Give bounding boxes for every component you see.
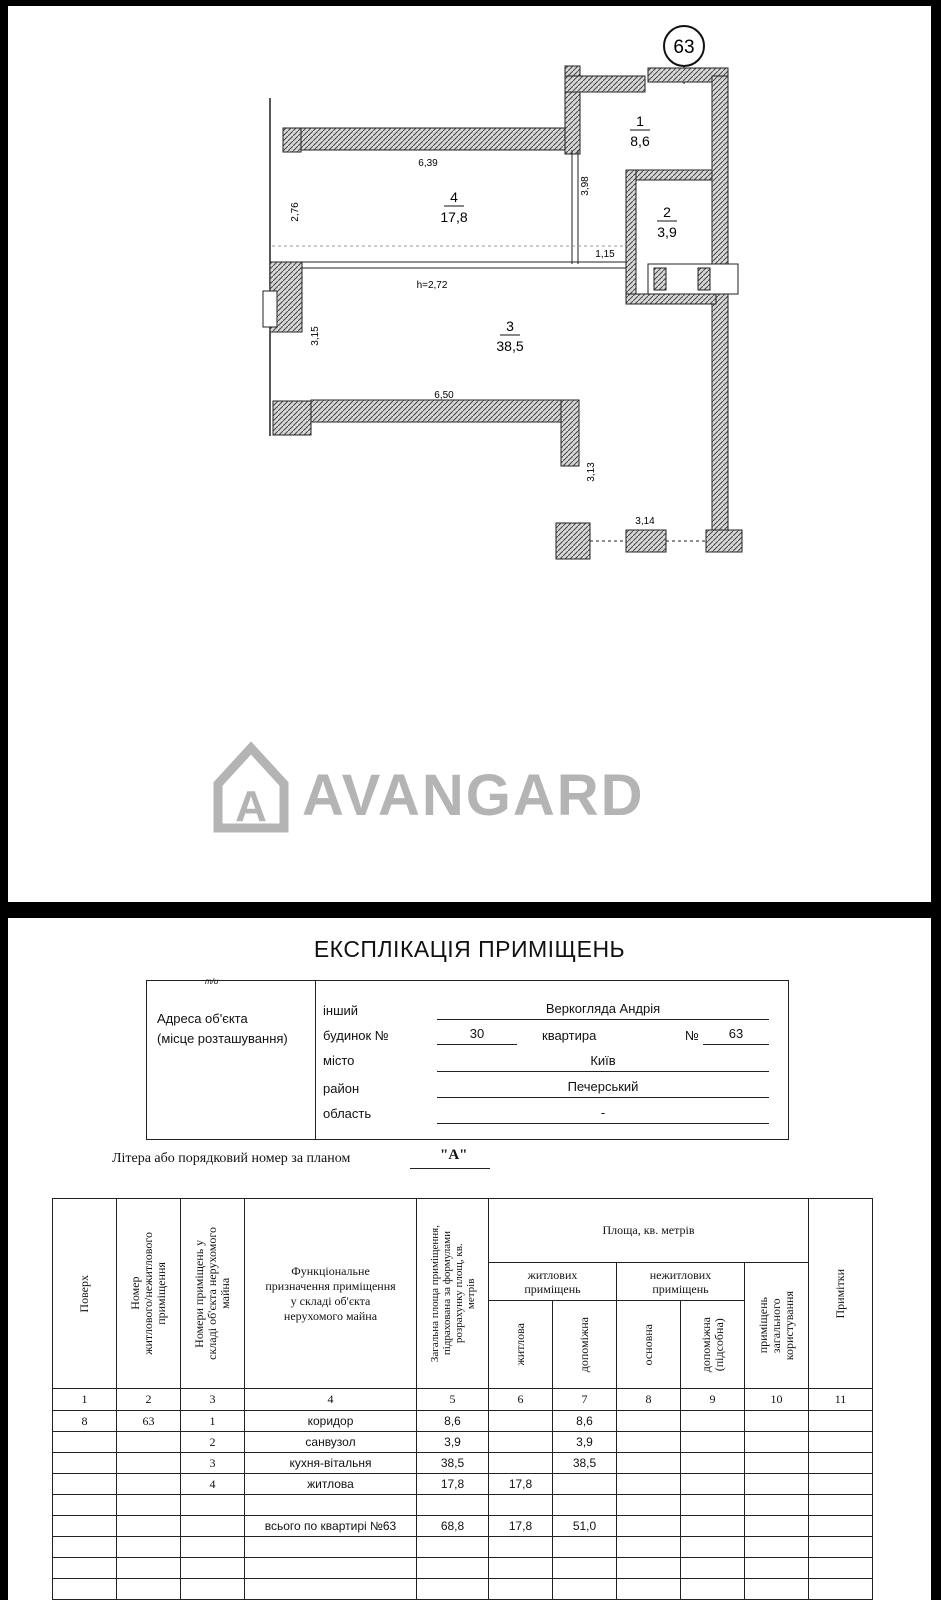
header-total-area: Загальна площа приміщення, підрахована за формулами розрахунку площ, кв. метрів [417,1199,489,1389]
table-cell [809,1432,873,1453]
table-cell [53,1495,117,1516]
table-cell [181,1579,245,1600]
table-cell [53,1453,117,1474]
room-2-area: 3,9 [657,224,677,240]
table-cell: 8,6 [417,1411,489,1432]
table-cell [417,1537,489,1558]
dim-label: 1,15 [595,249,615,260]
table-cell: 51,0 [553,1516,617,1537]
table-cell [809,1495,873,1516]
value-district: Печерський [567,1079,639,1094]
litera-label: Літера або порядковий номер за планом [112,1151,351,1166]
table-cell [745,1411,809,1432]
table-cell: 38,5 [553,1453,617,1474]
table-cell: санвузол [245,1432,417,1453]
table-cell: 17,8 [489,1516,553,1537]
table-cell: 2 [181,1432,245,1453]
room-1-number: 1 [636,113,644,129]
table-cell [53,1558,117,1579]
label-number: № [685,1028,699,1043]
col-number: 5 [417,1389,489,1411]
table-cell: 3,9 [417,1432,489,1453]
table-cell: 3,9 [553,1432,617,1453]
table-cell [117,1453,181,1474]
table-cell [489,1579,553,1600]
table-cell [617,1516,681,1537]
page-title: ЕКСПЛІКАЦІЯ ПРИМІЩЕНЬ [313,936,626,962]
table-cell [117,1495,181,1516]
table-cell [117,1558,181,1579]
table-cell [745,1516,809,1537]
table-cell [245,1579,417,1600]
corner-mark: т/и [205,977,219,986]
header-common: приміщень загального користування [745,1263,809,1389]
table-cell [681,1453,745,1474]
litera-value: "А" [440,1147,468,1163]
table-cell [617,1411,681,1432]
table-cell [489,1495,553,1516]
watermark-logo-letter: A [235,782,267,831]
table-cell [53,1474,117,1495]
address-label: Адреса об'єкта (місце розташування) [157,1011,288,1046]
table-cell [553,1579,617,1600]
header-main: основна [617,1301,681,1389]
table-cell [617,1474,681,1495]
col-number: 4 [245,1389,417,1411]
table-row [53,1537,873,1558]
dim-label: h=2,72 [416,280,448,291]
table-cell: 38,5 [417,1453,489,1474]
dim-label: 6,50 [434,390,454,401]
table-cell [681,1474,745,1495]
table-row [53,1432,873,1453]
table-cell: 17,8 [417,1474,489,1495]
header-living: житлова [489,1301,553,1389]
table-cell [117,1474,181,1495]
header-residential: житлових приміщень [489,1263,617,1301]
table-cell: 1 [181,1411,245,1432]
room-3-number: 3 [506,318,514,334]
walls [263,66,742,559]
label-other: інший [323,1003,359,1018]
table-cell [745,1474,809,1495]
table-cell: житлова [245,1474,417,1495]
table-cell [809,1411,873,1432]
table-cell [681,1411,745,1432]
table-cell [553,1558,617,1579]
label-apartment: квартира [542,1028,597,1043]
apartment-number: 63 [673,37,695,58]
table-cell: 17,8 [489,1474,553,1495]
table-cell [681,1516,745,1537]
table-cell [553,1495,617,1516]
col-number: 8 [617,1389,681,1411]
table-cell [745,1537,809,1558]
table-row [53,1495,873,1516]
floor-plan-panel [8,6,931,902]
table-cell [117,1579,181,1600]
table-cell [809,1537,873,1558]
column-numbers-row [53,1389,873,1411]
header-nonresidential: нежитлових приміщень [617,1263,745,1301]
table-cell [53,1432,117,1453]
table-cell [489,1432,553,1453]
table-cell: 63 [117,1411,181,1432]
table-cell [181,1558,245,1579]
table-cell [809,1516,873,1537]
explication-table [52,1198,873,1600]
table-cell [489,1558,553,1579]
value-building: 30 [469,1026,485,1041]
col-number: 9 [681,1389,745,1411]
table-cell [617,1579,681,1600]
value-city: Київ [590,1053,616,1068]
value-apartment: 63 [728,1026,744,1041]
table-cell [181,1516,245,1537]
table-cell [245,1495,417,1516]
table-cell: 8,6 [553,1411,617,1432]
table-cell [745,1432,809,1453]
table-cell [489,1453,553,1474]
table-cell [617,1558,681,1579]
table-cell [489,1537,553,1558]
table-cell [617,1453,681,1474]
table-cell [417,1579,489,1600]
value-other: Веркогляда Андрія [545,1001,661,1016]
table-cell: 8 [53,1411,117,1432]
table-cell [745,1579,809,1600]
header-unit-number: Номер житлового/нежитлового приміщення [117,1199,181,1389]
table-cell: 3 [181,1453,245,1474]
table-cell [617,1537,681,1558]
address-label-cell [147,977,316,1139]
col-number: 6 [489,1389,553,1411]
address-box [146,977,789,1140]
table-row [53,1453,873,1474]
col-number: 11 [809,1389,873,1411]
table-cell [53,1516,117,1537]
table-cell [53,1579,117,1600]
dimensions [290,158,655,527]
col-number: 1 [53,1389,117,1411]
table-cell: коридор [245,1411,417,1432]
table-row [53,1516,873,1537]
table-row [53,1558,873,1579]
table-cell: 68,8 [417,1516,489,1537]
label-city: місто [323,1053,355,1068]
value-region: - [600,1105,606,1120]
header-purpose: Функціональне призначення приміщення у складі об'єкта нерухомого майна [245,1199,417,1389]
table-cell [745,1453,809,1474]
table-cell [53,1537,117,1558]
dim-label: 3,98 [580,176,591,196]
table-cell [809,1558,873,1579]
watermark-text: AVANGARD [302,763,645,828]
table-cell [617,1495,681,1516]
table-row [53,1579,873,1600]
dim-label: 6,39 [418,158,438,169]
table-cell [245,1558,417,1579]
table-cell: кухня-вітальня [245,1453,417,1474]
table-cell [617,1432,681,1453]
header-auxiliary: допоміжна [553,1301,617,1389]
header-area-group: Площа, кв. метрів [489,1199,809,1263]
label-building: будинок № [323,1028,389,1043]
room-2-number: 2 [663,204,671,220]
room-4-area: 17,8 [440,209,468,225]
col-number: 2 [117,1389,181,1411]
dim-label: 3,14 [635,516,655,527]
watermark [218,748,645,831]
table-cell [681,1495,745,1516]
header-floor: Поверх [53,1199,117,1389]
table-cell [809,1579,873,1600]
table-cell [245,1537,417,1558]
room-4-number: 4 [450,189,458,205]
dim-label: 2,76 [290,202,301,222]
label-district: район [323,1081,360,1096]
table-cell [681,1558,745,1579]
header-notes: Примітки [809,1199,873,1389]
table-cell [553,1537,617,1558]
table-cell [117,1432,181,1453]
room-1-area: 8,6 [630,133,650,149]
table-cell: всього по квартирі №63 [245,1516,417,1537]
header-aux-sub: допоміжна (підсобна) [681,1301,745,1389]
table-cell [489,1411,553,1432]
room-3-area: 38,5 [496,338,524,354]
floor-plan [8,6,931,902]
table-cell [809,1453,873,1474]
col-number: 7 [553,1389,617,1411]
table-cell [417,1495,489,1516]
table-cell [809,1474,873,1495]
col-number: 3 [181,1389,245,1411]
table-row [53,1411,873,1432]
table-cell [745,1558,809,1579]
label-region: область [323,1106,372,1121]
table-body [53,1411,873,1600]
table-cell [181,1537,245,1558]
table-cell [553,1474,617,1495]
col-number: 10 [745,1389,809,1411]
table-cell [417,1558,489,1579]
table-row [53,1474,873,1495]
explication-panel [8,918,931,1600]
table-cell [117,1537,181,1558]
header-room-numbers: Номери приміщень у складі об'єкта нерухомого майна [181,1199,245,1389]
table-cell [681,1432,745,1453]
table-cell [681,1537,745,1558]
table-cell [181,1495,245,1516]
dim-label: 3,13 [586,462,597,482]
dim-label: 3,15 [310,326,321,346]
table-cell: 4 [181,1474,245,1495]
table-cell [681,1579,745,1600]
table-cell [117,1516,181,1537]
table-cell [745,1495,809,1516]
